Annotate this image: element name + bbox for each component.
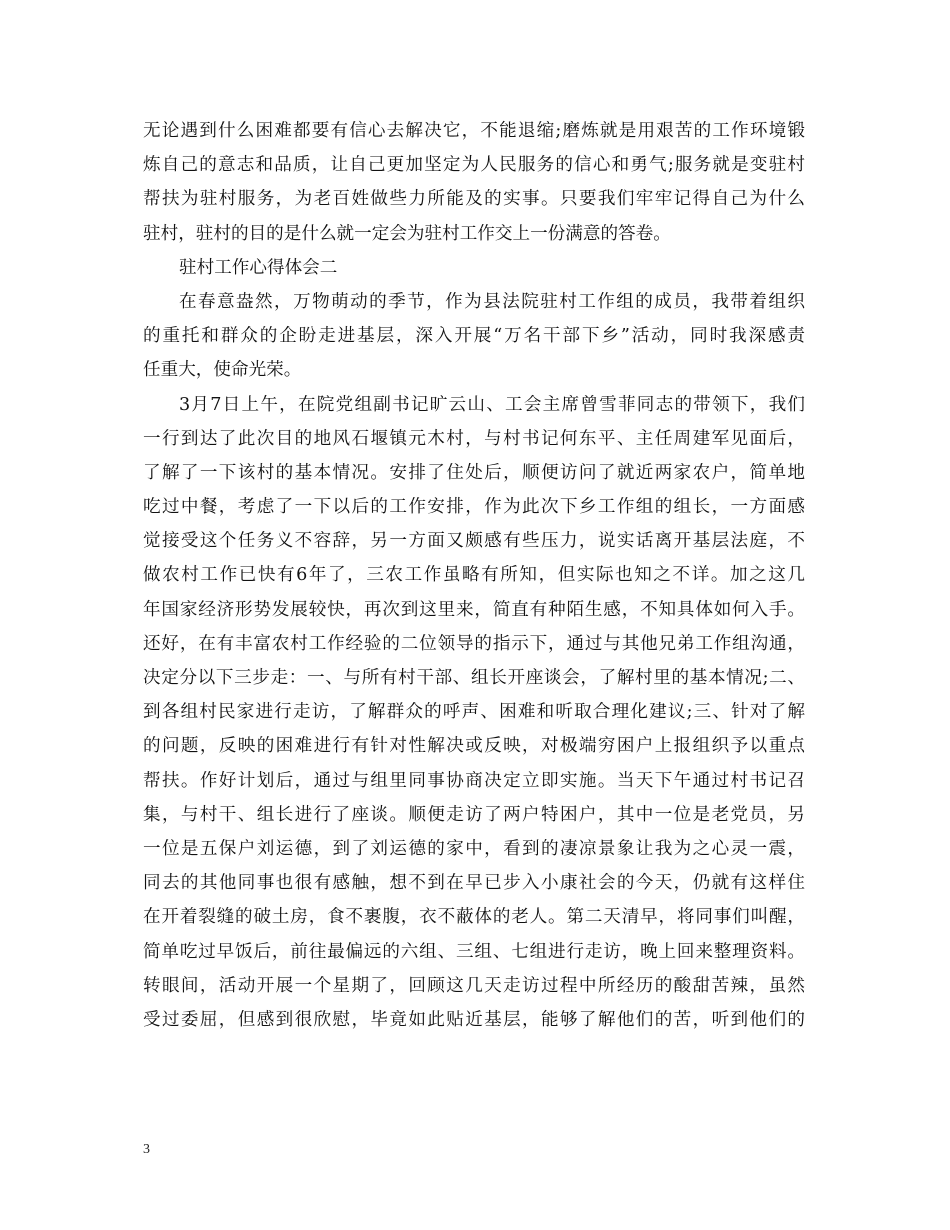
- text-line: 一行到达了此次目的地风石堰镇元木村，与村书记何东平、主任周建军见面后，: [143, 428, 805, 449]
- document-body: [143, 114, 805, 1037]
- text-line: 受过委屈，但感到很欣慰，毕竟如此贴近基层，能够了解他们的苦，听到他们的: [143, 1009, 805, 1030]
- text-line: 炼自己的意志和品质，让自己更加坚定为人民服务的信心和勇气;服务就是变驻村: [143, 155, 805, 176]
- text-line: 的问题，反映的困难进行有针对性解决或反映，对极端穷困户上报组织予以重点: [143, 736, 805, 757]
- text-line: 决定分以下三步走：一、与所有村干部、组长开座谈会，了解村里的基本情况;二、: [143, 668, 805, 688]
- text-line: 无论遇到什么困难都要有信心去解决它，不能退缩;磨炼就是用艰苦的工作环境锻: [143, 121, 805, 141]
- text-line: 任重大，使命光荣。: [143, 360, 302, 381]
- text-line: 简单吃过早饭后，前往最偏远的六组、三组、七组进行走访，晚上回来整理资料。: [143, 941, 805, 962]
- text-line: 同去的其他同事也很有感触，想不到在早已步入小康社会的今天，仍就有这样住: [143, 873, 805, 894]
- section-heading: 驻村工作心得体会二: [179, 257, 338, 278]
- text-line: 一位是五保户刘运德，到了刘运德的家中，看到的凄凉景象让我为之心灵一震，: [143, 838, 805, 859]
- text-line: 的重托和群众的企盼走进基层，深入开展“万名干部下乡”活动，同时我深感责: [143, 326, 805, 347]
- text-line: 帮扶。作好计划后，通过与组里同事协商决定立即实施。当天下午通过村书记召: [143, 770, 805, 791]
- page-number: 3: [143, 1142, 150, 1157]
- paragraph-first-line: 3月7日上午，在院党组副书记旷云山、工会主席曾雪菲同志的带领下，我们: [179, 394, 805, 415]
- text-line: 觉接受这个任务义不容辞，另一方面又颇感有些压力，说实话离开基层法庭，不: [143, 531, 805, 552]
- text-line: 还好，在有丰富农村工作经验的二位领导的指示下，通过与其他兄弟工作组沟通，: [143, 633, 805, 654]
- text-line: 转眼间，活动开展一个星期了，回顾这几天走访过程中所经历的酸甜苦辣，虽然: [143, 975, 805, 996]
- text-line: 到各组村民家进行走访，了解群众的呼声、困难和听取合理化建议;三、针对了解: [143, 702, 805, 723]
- paragraph-first-line: 在春意盎然，万物萌动的季节，作为县法院驻村工作组的成员，我带着组织: [179, 291, 805, 312]
- text-line: 年国家经济形势发展较快，再次到这里来，简直有种陌生感，不知具体如何入手。: [143, 599, 805, 620]
- text-line: 了解了一下该村的基本情况。安排了住处后，顺便访问了就近两家农户，简单地: [143, 462, 805, 483]
- text-line: 集，与村干、组长进行了座谈。顺便走访了两户特困户，其中一位是老党员，另: [143, 804, 805, 825]
- text-line: 帮扶为驻村服务，为老百姓做些力所能及的实事。只要我们牢牢记得自己为什么: [143, 189, 805, 210]
- text-line: 驻村，驻村的目的是什么就一定会为驻村工作交上一份满意的答卷。: [143, 223, 671, 244]
- text-line: 做农村工作已快有6年了，三农工作虽略有所知，但实际也知之不详。加之这几: [143, 565, 805, 586]
- text-line: 吃过中餐，考虑了一下以后的工作安排，作为此次下乡工作组的组长，一方面感: [143, 497, 805, 518]
- text-line: 在开着裂缝的破土房，食不裹腹，衣不蔽体的老人。第二天清早，将同事们叫醒，: [143, 907, 805, 928]
